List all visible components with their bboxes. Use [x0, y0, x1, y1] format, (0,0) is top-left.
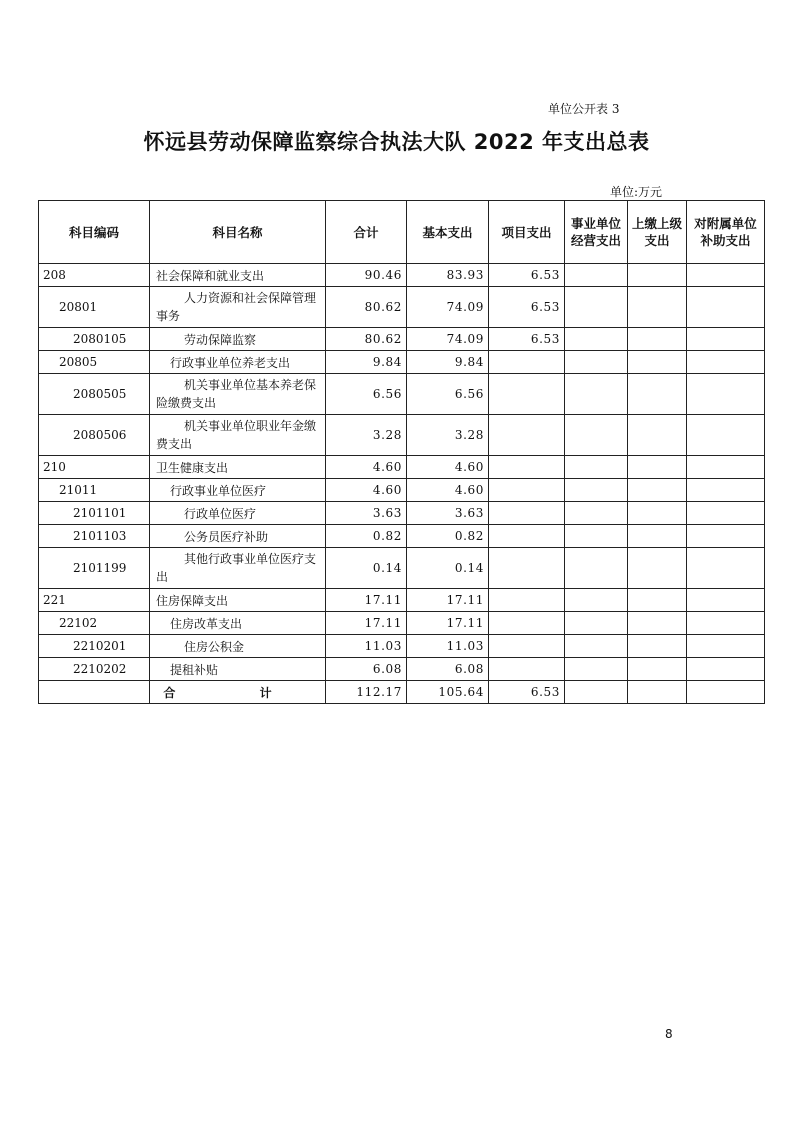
row-subsidy — [687, 479, 765, 502]
row-name: 卫生健康支出 — [150, 456, 326, 479]
row-code: 2101103 — [39, 525, 150, 548]
row-upper — [628, 612, 687, 635]
col-header-upper: 上缴上级支出 — [628, 201, 687, 264]
row-subsidy — [687, 548, 765, 589]
row-business — [565, 589, 628, 612]
table-row — [39, 635, 765, 658]
unit-label: 单位:万元 — [610, 185, 663, 199]
col-header-project: 项目支出 — [489, 201, 565, 264]
row-subsidy — [687, 502, 765, 525]
row-basic: 3.28 — [407, 415, 489, 456]
table-row — [39, 374, 765, 415]
row-code: 2080506 — [39, 415, 150, 456]
row-project — [489, 548, 565, 589]
row-project — [489, 612, 565, 635]
table-row — [39, 351, 765, 374]
table-row — [39, 502, 765, 525]
row-project — [489, 525, 565, 548]
row-subsidy — [687, 287, 765, 328]
row-total: 9.84 — [326, 351, 407, 374]
row-basic: 74.09 — [407, 328, 489, 351]
row-upper — [628, 374, 687, 415]
row-upper — [628, 658, 687, 681]
row-code: 21011 — [39, 479, 150, 502]
table-row — [39, 287, 765, 328]
row-code: 2101101 — [39, 502, 150, 525]
row-total: 0.82 — [326, 525, 407, 548]
table-row — [39, 415, 765, 456]
total-business — [565, 681, 628, 704]
row-upper — [628, 351, 687, 374]
row-project: 6.53 — [489, 264, 565, 287]
row-business — [565, 264, 628, 287]
row-name: 人力资源和社会保障管理事务 — [150, 287, 326, 328]
row-subsidy — [687, 264, 765, 287]
row-project: 6.53 — [489, 328, 565, 351]
row-business — [565, 374, 628, 415]
row-business — [565, 635, 628, 658]
col-header-total: 合计 — [326, 201, 407, 264]
total-total: 112.17 — [326, 681, 407, 704]
row-code: 2210201 — [39, 635, 150, 658]
row-basic: 9.84 — [407, 351, 489, 374]
row-project — [489, 415, 565, 456]
col-header-basic: 基本支出 — [407, 201, 489, 264]
row-total: 3.63 — [326, 502, 407, 525]
row-business — [565, 287, 628, 328]
col-header-subsidy: 对附属单位补助支出 — [687, 201, 765, 264]
row-upper — [628, 502, 687, 525]
total-upper — [628, 681, 687, 704]
row-name: 劳动保障监察 — [150, 328, 326, 351]
row-project — [489, 635, 565, 658]
row-code: 210 — [39, 456, 150, 479]
row-business — [565, 548, 628, 589]
row-subsidy — [687, 415, 765, 456]
row-upper — [628, 415, 687, 456]
row-subsidy — [687, 328, 765, 351]
table-row — [39, 525, 765, 548]
table-row — [39, 589, 765, 612]
row-code: 221 — [39, 589, 150, 612]
total-label: 合 计 — [150, 681, 326, 704]
row-total: 90.46 — [326, 264, 407, 287]
row-subsidy — [687, 456, 765, 479]
row-business — [565, 456, 628, 479]
total-basic: 105.64 — [407, 681, 489, 704]
row-subsidy — [687, 658, 765, 681]
row-business — [565, 658, 628, 681]
row-basic: 17.11 — [407, 589, 489, 612]
row-basic: 6.56 — [407, 374, 489, 415]
row-subsidy — [687, 589, 765, 612]
page-title: 怀远县劳动保障监察综合执法大队 2022 年支出总表 — [143, 130, 650, 154]
row-basic: 83.93 — [407, 264, 489, 287]
row-basic: 74.09 — [407, 287, 489, 328]
row-basic: 17.11 — [407, 612, 489, 635]
row-total: 6.56 — [326, 374, 407, 415]
row-business — [565, 612, 628, 635]
table-row — [39, 612, 765, 635]
row-code: 2101199 — [39, 548, 150, 589]
row-name: 行政事业单位医疗 — [150, 479, 326, 502]
row-code: 20801 — [39, 287, 150, 328]
total-subsidy — [687, 681, 765, 704]
row-basic: 11.03 — [407, 635, 489, 658]
table-row — [39, 264, 765, 287]
row-name: 公务员医疗补助 — [150, 525, 326, 548]
row-project — [489, 351, 565, 374]
table-row — [39, 658, 765, 681]
row-total: 4.60 — [326, 479, 407, 502]
row-upper — [628, 287, 687, 328]
row-upper — [628, 525, 687, 548]
row-project — [489, 589, 565, 612]
row-upper — [628, 589, 687, 612]
row-basic: 4.60 — [407, 456, 489, 479]
row-total: 17.11 — [326, 612, 407, 635]
row-project — [489, 374, 565, 415]
row-name: 住房改革支出 — [150, 612, 326, 635]
row-business — [565, 502, 628, 525]
row-total: 6.08 — [326, 658, 407, 681]
col-header-business: 事业单位经营支出 — [565, 201, 628, 264]
row-name: 行政事业单位养老支出 — [150, 351, 326, 374]
row-name: 其他行政事业单位医疗支出 — [150, 548, 326, 589]
row-basic: 0.14 — [407, 548, 489, 589]
page-number: 8 — [665, 1027, 673, 1041]
row-business — [565, 525, 628, 548]
row-project — [489, 658, 565, 681]
row-subsidy — [687, 374, 765, 415]
col-header-code: 科目编码 — [39, 201, 150, 264]
row-subsidy — [687, 525, 765, 548]
row-business — [565, 328, 628, 351]
row-total: 4.60 — [326, 456, 407, 479]
row-business — [565, 479, 628, 502]
row-total: 17.11 — [326, 589, 407, 612]
row-name: 提租补贴 — [150, 658, 326, 681]
row-project — [489, 479, 565, 502]
row-upper — [628, 548, 687, 589]
row-upper — [628, 264, 687, 287]
row-code: 22102 — [39, 612, 150, 635]
row-business — [565, 415, 628, 456]
row-project — [489, 456, 565, 479]
row-code: 2080105 — [39, 328, 150, 351]
row-total: 80.62 — [326, 328, 407, 351]
expense-table — [38, 200, 765, 704]
row-code: 2210202 — [39, 658, 150, 681]
row-name: 机关事业单位基本养老保险缴费支出 — [150, 374, 326, 415]
row-subsidy — [687, 635, 765, 658]
header-row — [39, 201, 765, 264]
row-total: 80.62 — [326, 287, 407, 328]
total-row — [39, 681, 765, 704]
row-basic: 0.82 — [407, 525, 489, 548]
row-name: 行政单位医疗 — [150, 502, 326, 525]
table-row — [39, 456, 765, 479]
row-total: 3.28 — [326, 415, 407, 456]
row-code: 2080505 — [39, 374, 150, 415]
row-business — [565, 351, 628, 374]
row-subsidy — [687, 351, 765, 374]
col-header-name: 科目名称 — [150, 201, 326, 264]
row-name: 社会保障和就业支出 — [150, 264, 326, 287]
row-code: 20805 — [39, 351, 150, 374]
table-row — [39, 548, 765, 589]
row-basic: 6.08 — [407, 658, 489, 681]
row-subsidy — [687, 612, 765, 635]
table-label: 单位公开表 3 — [548, 102, 620, 116]
row-upper — [628, 328, 687, 351]
row-name: 住房公积金 — [150, 635, 326, 658]
row-upper — [628, 456, 687, 479]
row-upper — [628, 635, 687, 658]
table-row — [39, 479, 765, 502]
row-basic: 4.60 — [407, 479, 489, 502]
row-total: 0.14 — [326, 548, 407, 589]
row-name: 住房保障支出 — [150, 589, 326, 612]
total-project: 6.53 — [489, 681, 565, 704]
row-project: 6.53 — [489, 287, 565, 328]
row-code: 208 — [39, 264, 150, 287]
row-name: 机关事业单位职业年金缴费支出 — [150, 415, 326, 456]
row-total: 11.03 — [326, 635, 407, 658]
row-upper — [628, 479, 687, 502]
row-project — [489, 502, 565, 525]
row-basic: 3.63 — [407, 502, 489, 525]
total-code — [39, 681, 150, 704]
table-row — [39, 328, 765, 351]
